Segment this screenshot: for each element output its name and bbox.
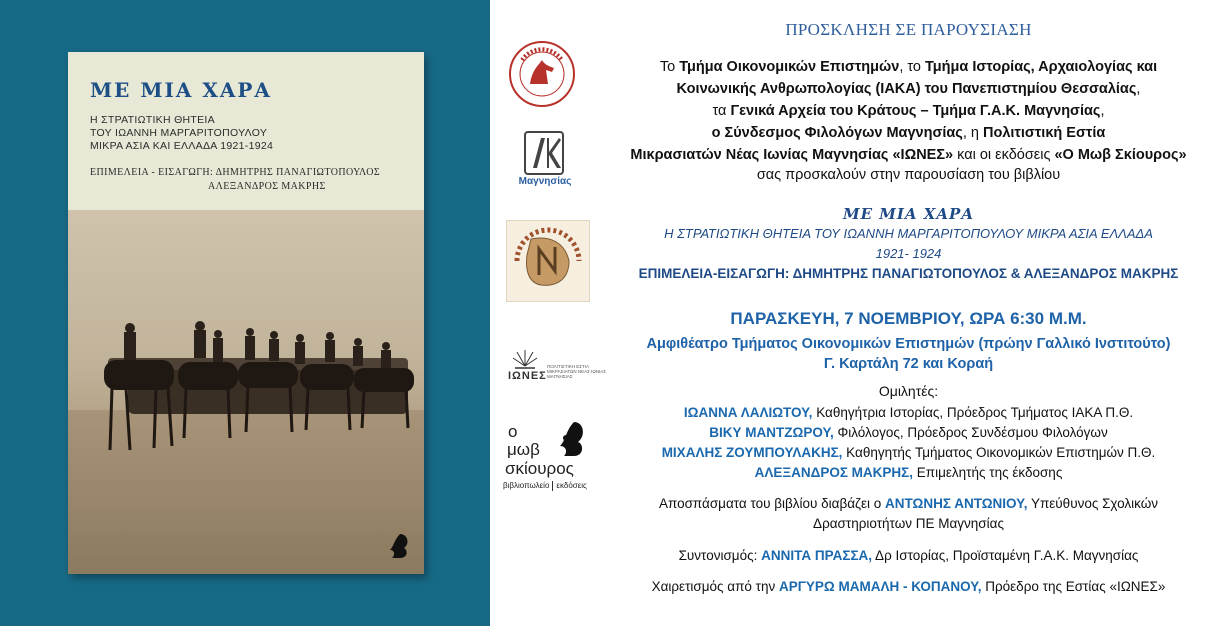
speaker-role: Φιλόλογος, Πρόεδρος Συνδέσμου Φιλολόγων bbox=[833, 425, 1108, 440]
intro-line-2 bbox=[600, 78, 1217, 100]
book-cover-subtitle-line: ΜΙΚΡΑ ΑΣΙΑ ΚΑΙ ΕΛΛΑΔΑ 1921-1924 bbox=[90, 140, 274, 152]
intro-text: Το bbox=[659, 59, 680, 75]
iones-logo-label: ΙΩΝΕΣ bbox=[508, 370, 547, 382]
coordination-text: Συντονισμός: bbox=[678, 548, 762, 563]
mov-skiouros-logo-tagline bbox=[503, 481, 587, 491]
event-address: Γ. Καρτάλη 72 και Κοραή bbox=[823, 356, 994, 372]
book-cover-subtitle-line: Η ΣΤΡΑΤΙΩΤΙΚΗ ΘΗΤΕΙΑ bbox=[90, 114, 215, 126]
general-state-archives-logo bbox=[519, 128, 569, 178]
gak-logo-label: Μαγνησίας bbox=[518, 176, 572, 187]
book-cover-title: ΜΕ ΜΙΑ ΧΑΡΑ bbox=[90, 78, 272, 102]
book-cover-editors-line: ΕΠΙΜΕΛΕΙΑ - ΕΙΣΑΓΩΓΗ: ΔΗΜΗΤΡΗΣ ΠΑΝΑΓΙΩΤΟΠΟΥΛΟΣ bbox=[90, 167, 381, 178]
intro-line-4 bbox=[600, 122, 1217, 144]
coordinator-name: ΑΝΝΙΤΑ ΠΡΑΣΣΑ, bbox=[761, 548, 873, 563]
intro-text: , το bbox=[899, 59, 926, 75]
intro-org: Γενικά Αρχεία του Κράτους – Τμήμα Γ.Α.Κ. Μαγνησίας bbox=[730, 103, 1101, 119]
event-venue: Αμφιθέατρο Τμήματος Οικονομικών Επιστημών (πρώην Γαλλικό Ινστιτούτο) bbox=[646, 336, 1171, 352]
reading-line-1 bbox=[600, 496, 1217, 511]
mov-logo-separator bbox=[552, 481, 553, 491]
intro-org: Κοινωνικής Ανθρωπολογίας (ΙΑΚΑ) του Πανεπιστημίου Θεσσαλίας bbox=[676, 81, 1137, 97]
greeting-text: Πρόεδρο της Εστίας «ΙΩΝΕΣ» bbox=[981, 579, 1166, 594]
speaker-role: Επιμελητής της έκδοσης bbox=[913, 465, 1063, 480]
intro-org: Τμήμα Οικονομικών Επιστημών bbox=[679, 59, 900, 75]
intro-line-6: σας προσκαλούν στην παρουσίαση του βιβλίου bbox=[756, 167, 1061, 183]
intro-org: «Ο Μωβ Σκίουρος» bbox=[1054, 147, 1187, 163]
reading-line-2: Δραστηριοτήτων ΠΕ Μαγνησίας bbox=[813, 516, 1004, 531]
intro-text: , η bbox=[962, 125, 983, 141]
speaker-line bbox=[600, 445, 1217, 460]
book-subtitle: Η ΣΤΡΑΤΙΩΤΙΚΗ ΘΗΤΕΙΑ ΤΟΥ ΙΩΑΝΝΗ ΜΑΡΓΑΡΙΤΟΠΟΥΛΟΥ ΜΙΚΡΑ ΑΣΙΑ ΕΛΛΑΔΑ bbox=[664, 226, 1153, 241]
iones-logo-subtitle: ΠΟΛΙΤΙΣΤΙΚΗ ΕΣΤΙΑ ΜΙΚΡΑΣΙΑΤΩΝ ΝΕΑΣ ΙΩΝΙΑΣ ΜΑΓΝΗΣΙΑΣ bbox=[547, 364, 607, 379]
speaker-name: ΜΙΧΑΛΗΣ ΖΟΥΜΠΟΥΛΑΚΗΣ, bbox=[661, 445, 843, 460]
intro-text: , bbox=[1100, 103, 1105, 119]
book-cover-photo bbox=[68, 210, 424, 574]
speaker-line bbox=[600, 405, 1217, 420]
book-cover-header bbox=[68, 52, 424, 210]
book-cover bbox=[68, 52, 424, 574]
university-of-thessaly-logo bbox=[508, 40, 576, 108]
intro-text: τα bbox=[712, 103, 731, 119]
book-cover-subtitle bbox=[90, 114, 410, 153]
philologists-association-logo bbox=[506, 220, 590, 302]
intro-text: , bbox=[1136, 81, 1141, 97]
speaker-name: ΒΙΚΥ ΜΑΝΤΖΩΡΟΥ, bbox=[709, 425, 834, 440]
invitation-heading: ΠΡΟΣΚΛΗΣΗ ΣΕ ΠΑΡΟΥΣΙΑΣΗ bbox=[785, 20, 1032, 39]
coordination-line bbox=[600, 548, 1217, 563]
speakers-heading: Ομιλητές: bbox=[878, 383, 939, 399]
speaker-role: Καθηγήτρια Ιστορίας, Πρόεδρος Τμήματος ΙΑΚΑ Π.Θ. bbox=[812, 405, 1134, 420]
reading-text: Υπεύθυνος Σχολικών bbox=[1027, 496, 1159, 511]
book-editors: ΕΠΙΜΕΛΕΙΑ-ΕΙΣΑΓΩΓΗ: ΔΗΜΗΤΡΗΣ ΠΑΝΑΓΙΩΤΟΠΟΥΛΟΣ & ΑΛΕΞΑΝΔΡΟΣ ΜΑΚΡΗΣ bbox=[638, 266, 1179, 281]
squirrel-logo-icon bbox=[556, 420, 586, 460]
cover-panel bbox=[0, 0, 490, 626]
speaker-name: ΑΛΕΞΑΝΔΡΟΣ ΜΑΚΡΗΣ, bbox=[754, 465, 914, 480]
speaker-name: ΙΩΑΝΝΑ ΛΑΛΙΩΤΟΥ, bbox=[683, 405, 813, 420]
cavalry-photo-illustration bbox=[68, 210, 424, 574]
intro-org: Πολιτιστική Εστία bbox=[983, 125, 1106, 141]
greeting-line bbox=[600, 579, 1217, 594]
book-title: ΜΕ ΜΙΑ ΧΑΡΑ bbox=[843, 205, 974, 223]
book-cover-editors bbox=[90, 166, 410, 194]
greeting-text: Χαιρετισμός από την bbox=[651, 579, 779, 594]
mov-logo-bookshop: βιβλιοπωλείο bbox=[503, 481, 550, 491]
intro-org: Μικρασιατών Νέας Ιωνίας Μαγνησίας «ΙΩΝΕΣ» bbox=[630, 147, 954, 163]
intro-line-3 bbox=[600, 100, 1217, 122]
event-date: ΠΑΡΑΣΚΕΥΗ, 7 ΝΟΕΜΒΡΙΟΥ, ΩΡΑ 6:30 Μ.Μ. bbox=[730, 309, 1087, 328]
mov-skiouros-logo-mov: μωβ bbox=[507, 440, 540, 459]
intro-line-5 bbox=[600, 144, 1217, 166]
mov-logo-editions: εκδόσεις bbox=[556, 481, 587, 491]
intro-line-1 bbox=[600, 56, 1217, 78]
intro-text: και οι εκδόσεις bbox=[953, 147, 1055, 163]
mov-skiouros-logo-skiouros: σκίουρος bbox=[505, 459, 574, 478]
book-cover-editors-line: ΑΛΕΞΑΝΔΡΟΣ ΜΑΚΡΗΣ bbox=[208, 181, 326, 192]
book-cover-subtitle-line: ΤΟΥ ΙΩΑΝΝΗ ΜΑΡΓΑΡΙΤΟΠΟΥΛΟΥ bbox=[90, 127, 268, 139]
speaker-line bbox=[600, 425, 1217, 440]
reader-name: ΑΝΤΩΝΗΣ ΑΝΤΩΝΙΟΥ, bbox=[885, 496, 1028, 511]
reading-text: Αποσπάσματα του βιβλίου διαβάζει ο bbox=[658, 496, 886, 511]
intro-org: ο Σύνδεσμος Φιλολόγων Μαγνησίας bbox=[711, 125, 963, 141]
mov-skiouros-logo-o: ο bbox=[508, 422, 518, 441]
book-years: 1921- 1924 bbox=[875, 246, 942, 261]
greeter-name: ΑΡΓΥΡΩ ΜΑΜΑΛΗ - ΚΟΠΑΝΟΥ, bbox=[779, 579, 982, 594]
coordination-text: Δρ Ιστορίας, Προϊσταμένη Γ.Α.Κ. Μαγνησίας bbox=[872, 548, 1139, 563]
speaker-line bbox=[600, 465, 1217, 480]
speaker-role: Καθηγητής Τμήματος Οικονομικών Επιστημών Π.Θ. bbox=[842, 445, 1156, 460]
intro-org: Τμήμα Ιστορίας, Αρχαιολογίας και bbox=[925, 59, 1158, 75]
squirrel-icon bbox=[386, 532, 410, 560]
